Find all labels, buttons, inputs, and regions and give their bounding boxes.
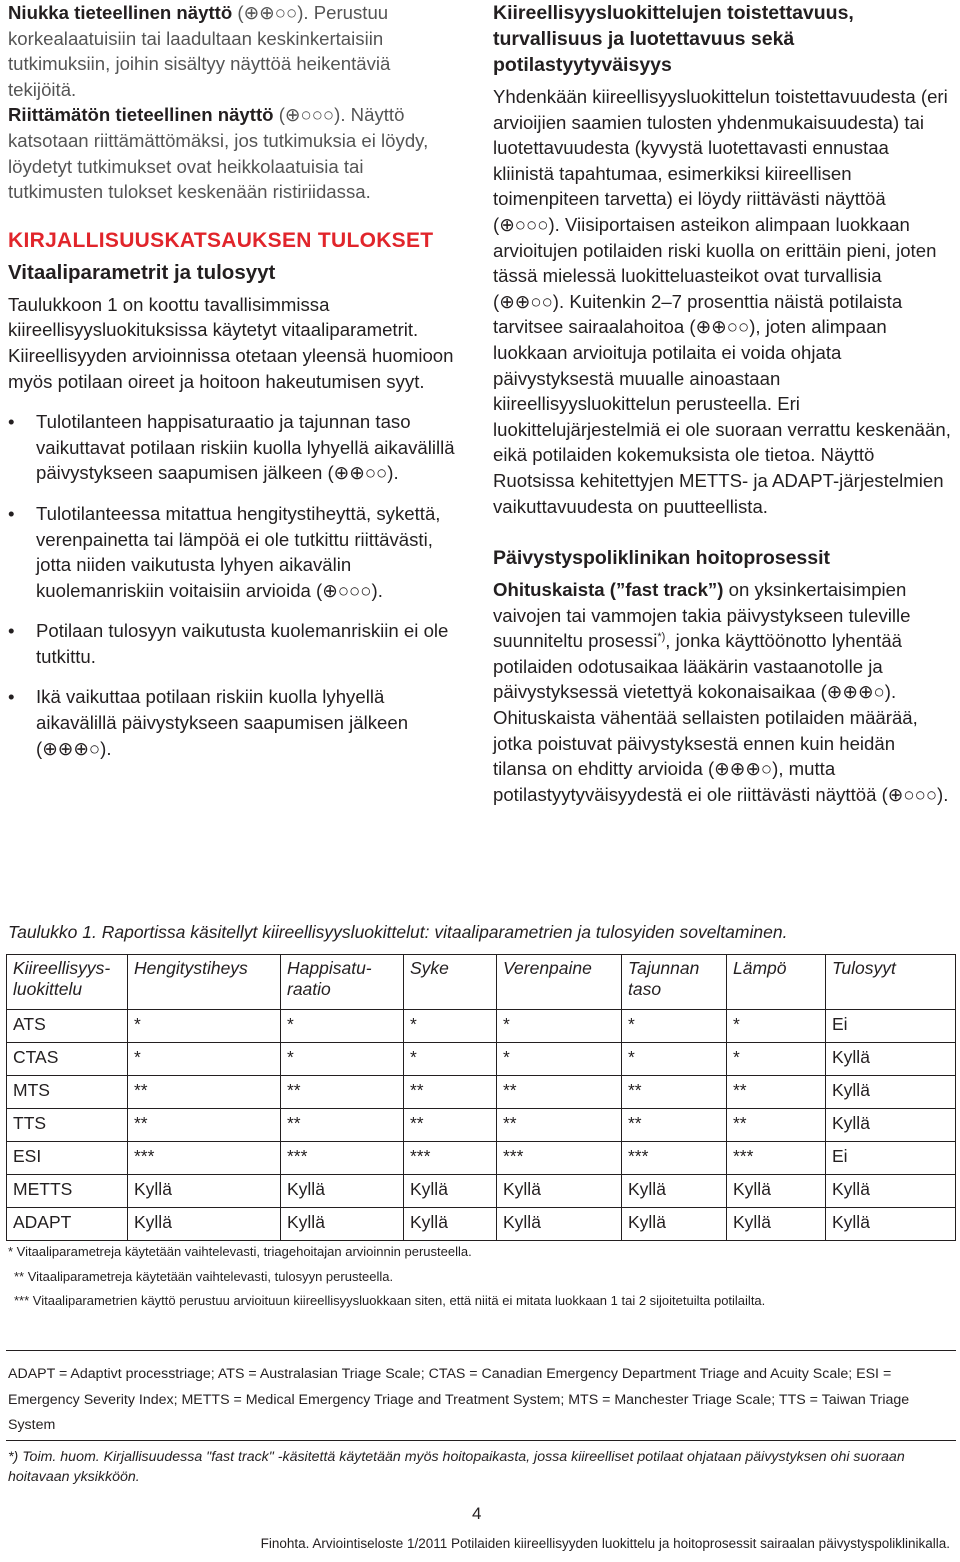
table-cell: Kyllä [404,1208,497,1241]
abbreviations: ADAPT = Adaptivt processtriage; ATS = Australasian Triage Scale; CTAS = Canadian Emergency Department Triage and Acuity Scale; ESI = Emergency Severity Index; METTS = Medical Emergency Triage and Treatment System; MTS = Manchester Triage Scale; TTS = Taiwan Triage System [8,1366,910,1433]
table-cell: * [497,1043,622,1076]
table-cell: Kyllä [826,1076,956,1109]
col-header: Verenpaine [497,955,622,1010]
table-cell: Kyllä [622,1208,727,1241]
fast-track-term: Ohituskaista (”fast track”) [493,579,724,601]
col-header: Tulosyyt [826,955,956,1010]
row-label-cell: CTAS [7,1043,128,1076]
table-cell: Kyllä [128,1208,281,1241]
table-cell: ** [128,1109,281,1142]
editor-note: *) Toim. huom. Kirjallisuudessa "fast track" -käsitettä käytetään myös hoitopaikasta, jossa kiireelliset potilaat ohjataan päivystyksen ohi suoraan hoitavaan yksikköön. [8,1449,905,1485]
divider [6,1440,956,1441]
table-cell: ** [727,1109,826,1142]
col-header: Happisatu-raatio [281,955,404,1010]
process-heading: Päivystyspoliklinikan hoitoprosessit [493,547,831,570]
table-cell: * [404,1010,497,1043]
table-row [7,1010,956,1043]
table-cell: *** [622,1142,727,1175]
table-cell: *** [727,1142,826,1175]
fast-track-text: on yksinkertaisimpien vaivojen tai vammojen takia päivystykseen tuleville suunniteltu prosessi [493,579,911,652]
list-item: • Tulotilanteen happisaturaatio ja tajunnan taso vaikuttavat potilaan riskiin kuolla lyhyellä aikavälillä päivystykseen saapumisen jälkeen (⊕⊕○○). [8,409,463,486]
table-cell: ** [622,1076,727,1109]
table-cell: Ei [826,1010,956,1043]
findings-list [8,409,463,761]
triage-table [6,954,956,1241]
page-number: 4 [472,1504,482,1523]
evidence-level-limited [8,0,463,102]
fast-track-paragraph [493,577,953,807]
col-header: Kiireellisyys-luokittelu [7,955,128,1010]
table-cell: * [727,1043,826,1076]
table-cell: Kyllä [727,1208,826,1241]
table-cell: * [281,1043,404,1076]
footnote: *** Vitaaliparametrien käyttö perustuu arvioituun kiireellisyysluokkaan siten, että niitä ei mitata luokkaan 1 tai 2 sijoitetuilta potilailta. [14,1293,766,1308]
table-cell: Kyllä [622,1175,727,1208]
table-cell: Kyllä [826,1109,956,1142]
evidence-level-limited-desc: (⊕⊕○○). Perustuu korkealaatuisiin tai laadultaan keskinkertaisiin tutkimuksiin, joihin sisältyy näyttöä heikentäviä tekijöitä. [8,2,391,100]
row-label-cell: ESI [7,1142,128,1175]
row-label-cell: ADAPT [7,1208,128,1241]
table-cell: *** [404,1142,497,1175]
table-row [7,1076,956,1109]
table-cell: Kyllä [497,1208,622,1241]
fast-track-footnote-ref: *) [657,631,666,644]
table-cell: * [128,1010,281,1043]
col-header: Lämpö [727,955,826,1010]
reliability-paragraph: Yhdenkään kiireellisyysluokittelun toistettavuudesta (eri arvioijien saamien tulosten yhdenmukaisuudesta) tai luotettavuudesta (kyvystä luotettavasti ennustaa kliinistä tapahtumaa, esimerkiksi kiireellisen toimenpiteen tarvetta) ei löydy riittävästi näyttöä (⊕○○○). Viisiportaisen asteikon alimpaan luokkaan arvioitujen potilaiden riski kuolla on erittäin pieni, joten tässä mielessä luokitteluasteikot ovat turvallisia (⊕⊕○○). Kuitenkin 2–7 prosenttia näistä potilaista tarvitsee sairaalahoitoa (⊕⊕○○), joten alimpaan luokkaan arvioituja potilaita ei voida ohjata päivystyksestä muualle ainoastaan kiireellisyysluokittelun perusteella. Eri luokittelujärjestelmiä ei ole suoraan verrattu keskenään, eikä potilaiden kokemuksista ole tietoa. Näyttö Ruotsissa kehitettyjen METTS- ja ADAPT-järjestelmien vaikuttavuudesta on puutteellista. [493,86,951,517]
table-caption: Taulukko 1. Raportissa käsitellyt kiireellisyysluokittelut: vitaaliparametrien ja tulosyiden soveltaminen. [8,922,788,942]
table-cell: ** [497,1076,622,1109]
table-cell: * [622,1043,727,1076]
table-cell: ** [727,1076,826,1109]
fast-track-text-cont: , jonka käyttöönotto lyhentää potilaiden odotusaikaa lääkärin vastaanotolle ja päivystyksessä vietettyä kokonaisaikaa (⊕⊕⊕○). Ohituskaista vähentää sellaisten potilaiden määrää, jotka poistuvat päivystyksestä ennen kuin heidän tilansa on ehditty arvioida (⊕⊕⊕○), mutta potilastyytyväisyydestä ei ole riittävästi näyttöä (⊕○○○). [493,630,949,805]
table-cell: * [622,1010,727,1043]
divider [6,1350,956,1351]
left-column [8,0,463,761]
sub-heading: Vitaaliparametrit ja tulosyyt [8,260,276,284]
col-header: Tajunnan taso [622,955,727,1010]
table-body [7,1010,956,1241]
intro-paragraph: Taulukkoon 1 on koottu tavallisimmissa kiireellisyysluokituksissa käytetyt vitaaliparametrit. Kiireellisyyden arvioinnissa otetaan yleensä huomioon myös potilaan oireet ja hoitoon hakeutumisen syyt. [8,293,454,392]
table-cell: ** [281,1076,404,1109]
table-cell: Kyllä [826,1208,956,1241]
table-footnotes [8,1240,948,1314]
table-cell: Kyllä [826,1043,956,1076]
table-cell: ** [404,1076,497,1109]
table-cell: ** [128,1076,281,1109]
table-row [7,1043,956,1076]
table-cell: Kyllä [404,1175,497,1208]
table-cell: Kyllä [727,1175,826,1208]
table-cell: Kyllä [281,1175,404,1208]
table-cell: * [497,1010,622,1043]
table-cell: Kyllä [497,1175,622,1208]
table-cell: Kyllä [826,1175,956,1208]
row-label-cell: MTS [7,1076,128,1109]
table-cell: *** [281,1142,404,1175]
table-cell: * [404,1043,497,1076]
table-cell: ** [281,1109,404,1142]
table-cell: Kyllä [128,1175,281,1208]
table-cell: ** [497,1109,622,1142]
row-label-cell: TTS [7,1109,128,1142]
evidence-level-limited-term: Niukka tieteellinen näyttö [8,2,233,23]
evidence-level-insufficient-term: Riittämätön tieteellinen näyttö [8,104,274,126]
reliability-heading: Kiireellisyysluokittelujen toistettavuus, turvallisuus ja luotettavuus sekä potilastyytyväisyys [493,2,854,76]
table-cell: * [727,1010,826,1043]
table-row [7,1142,956,1175]
table-cell: *** [497,1142,622,1175]
col-header: Hengitystiheys [128,955,281,1010]
list-item: • Ikä vaikuttaa potilaan riskiin kuolla lyhyellä aikavälillä päivystykseen saapumisen jälkeen (⊕⊕⊕○). [8,684,463,761]
table-row [7,1109,956,1142]
evidence-level-insufficient [8,102,463,204]
row-label-cell: METTS [7,1175,128,1208]
list-item: • Potilaan tulosyyn vaikutusta kuolemanriskiin ei ole tutkittu. [8,618,463,669]
table-row [7,1175,956,1208]
col-header: Syke [404,955,497,1010]
page-footer: Finohta. Arviointiseloste 1/2011 Potilaiden kiireellisyyden luokittelu ja hoitoprosessit sairaalan päivystyspoliklinikalla. [260,1536,950,1551]
evidence-level-insufficient-desc: (⊕○○○). Näyttö katsotaan riittämättömäksi, jos tutkimuksia ei löydy, löydetyt tutkimukset ovat heikkolaatuisia tai tutkimusten tulokset keskenään ristiriidassa. [8,104,429,203]
section-heading: KIRJALLISUUSKATSAUKSEN TULOKSET [8,228,434,252]
table-cell: * [281,1010,404,1043]
table-cell: ** [622,1109,727,1142]
table-cell: * [128,1043,281,1076]
table-cell: ** [404,1109,497,1142]
right-column [493,0,953,807]
row-label-cell: ATS [7,1010,128,1043]
table-cell: Kyllä [281,1208,404,1241]
table-row [7,1208,956,1241]
list-item: • Tulotilanteessa mitattua hengitystiheyttä, sykettä, verenpainetta tai lämpöä ei ole tutkittu riittävästi, jotta niiden vaikutusta lyhyen aikavälin kuolemanriskiin voitaisiin arvioida (⊕○○○). [8,501,463,603]
table-cell: Ei [826,1142,956,1175]
table-cell: *** [128,1142,281,1175]
table-header-row [7,955,956,1010]
footnote: ** Vitaaliparametreja käytetään vaihtelevasti, tulosyyn perusteella. [14,1268,394,1284]
footnote: * Vitaaliparametreja käytetään vaihtelevasti, triagehoitajan arvioinnin perusteella. [8,1244,472,1259]
